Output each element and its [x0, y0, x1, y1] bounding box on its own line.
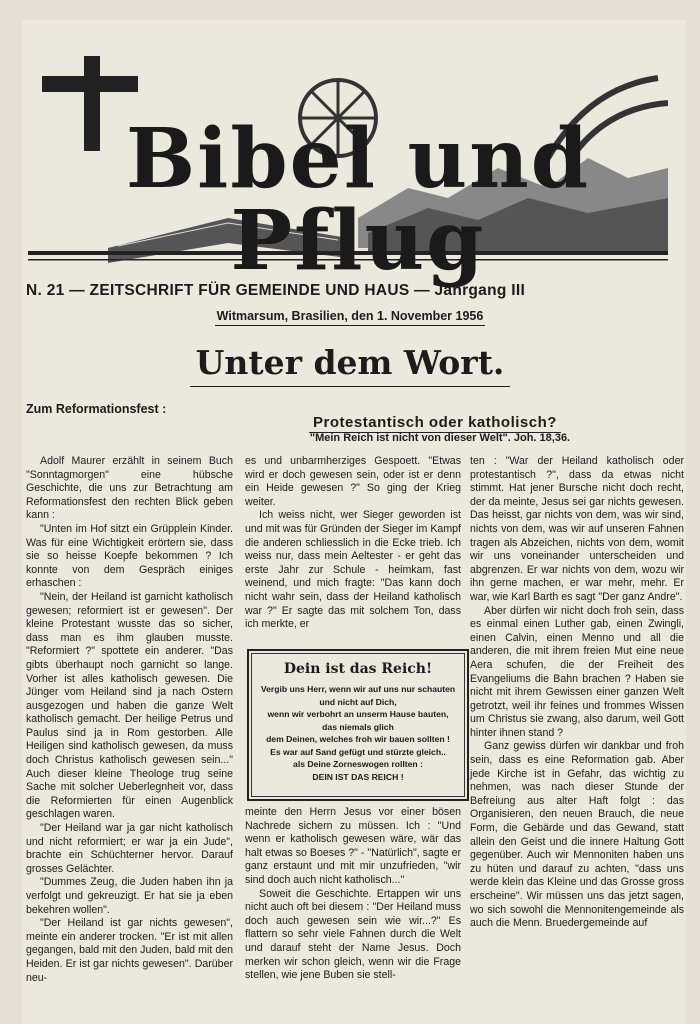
poem-line: wenn wir verbohrt an unserm Hause bauten,	[267, 709, 449, 719]
main-heading-text: Unter dem Wort.	[190, 343, 511, 387]
main-heading	[0, 343, 700, 387]
poem-line: als Deine Zorneswogen rollten :	[293, 759, 423, 769]
paragraph: "Nein, der Heiland ist garnicht katholisch gewesen; reformiert ist er gewesen". Der kleine Protestant wusste das so sicher, dass man es ihm glauben musste. "Reformiert ?" spottete ein anderer. "Das gibts überhaupt noch garnicht so lange. Vorher ist alles katholisch gewesen. Die Jünger vom Heiland sind ja nach Ostern ausgezogen und haben die ganze Welt katholisch gemacht. Der heilige Petrus und Paulus sind ja in Rom gestorben. Alle Heiligen sind katholisch gewesen, da muss doch Christus katholisch gewesen sein..." Auch dieser kleine Theologe trug seine Sache mit solcher Ueberlegnheit vor, dass die Reformierten für einen Augenblick geschlagen waren.	[26, 590, 233, 821]
paragraph: Adolf Maurer erzählt in seinem Buch "Sonntagmorgen" eine hübsche Geschichte, die uns zur Betrachtung am Reformationsfest den rechten Blick geben kann :	[26, 455, 233, 522]
poem-line: und nicht auf Dich,	[319, 696, 397, 707]
poem-line: DEIN IST DAS REICH !	[312, 771, 404, 782]
poem-line: Vergib uns Herr, wenn wir auf uns nur schauten	[260, 684, 456, 694]
paragraph: "Der Heiland ist gar nichts gewesen", meinte ein anderer trocken. "Er ist mit allen gegangen, bald mit den Juden, bald mit den Heiden. Er ist gar nichts gewesen". Darüber neu-	[26, 917, 233, 984]
paragraph: "Der Heiland war ja gar nicht katholisch und nicht reformiert; er war ja ein Jude", brachte ein Schüchterner hervor. Darauf grosses Gelächter.	[26, 822, 233, 875]
paragraph: es und unbarmherziges Gespoett. "Etwas wird er doch gewesen sein, oder ist er denn ein Heide gewesen ?" So ging der Krieg weiter.	[245, 455, 461, 508]
column-1	[26, 455, 233, 985]
section-label: Zum Reformationsfest :	[26, 402, 167, 416]
paragraph: Ganz gewiss dürfen wir dankbar und froh sein, dass es eine Reformation gab. Aber jede Kirche ist in Gefahr, das wichtig zu nehmen, was nach dieser Stunde der Befreiung aus alter Haft folgt : das Organisieren, den neuen Brauch, die neue Form, die Gebärde und das Gewand, statt allein den Geist und die innere Haltung Gott gegenüber. Auch wir Mennoniten haben uns zu hüten und darauf zu achten, "dass uns werde klein das Kleine und das Grosse gross erscheine". Wir müssen uns das jetzt sagen, wo sich sowohl die Mennonitengemeinde als auch die Menn. Bruedergemeinde auf	[470, 740, 684, 930]
poem-title: Dein ist das Reich!	[283, 661, 433, 677]
article-title	[200, 414, 670, 431]
article-title-text: Protestantisch oder katholisch?	[309, 414, 561, 433]
poem-line: das niemals glich	[322, 721, 394, 732]
column-2-top	[245, 455, 461, 632]
place-date-text: Witmarsum, Brasilien, den 1. November 1956	[215, 309, 486, 326]
bible-verse: "Mein Reich ist nicht von dieser Welt". Joh. 18,36.	[309, 432, 571, 444]
paragraph: "Dummes Zeug, die Juden haben ihn ja verfolgt und gekreuzigt. Er hat sie ja eben bekehren wollen".	[26, 876, 233, 916]
poem-box	[247, 649, 469, 801]
column-2-bottom	[245, 806, 461, 983]
poem-line: dem Deinen, welches froh wir bauen sollten !	[266, 734, 450, 744]
paragraph: ten : "War der Heiland katholisch oder protestantisch ?", dass da etwas nicht stimmt. Hat jener Bursche nicht doch recht, der da meinte, Jesus sei gar nichts gewesen. Das heisst, gar nichts von dem, was wir sind, nichts von dem, was wir auf unseren Fahnen tragen als Abzeichen, nichts von dem, womit wir uns voneinander unterscheiden und abgrenzen. Er war nichts von dem, wozu wir ihn gerne machen, er war mehr, mehr. Er war, wie Karl Barth es sagt "Der ganz Andre".	[470, 455, 684, 603]
paragraph: meinte den Herrn Jesus vor einer bösen Nachrede sichern zu müssen. Ich : "Und wenn er katholisch gewesen wäre, wär das halt etwas so Boeses ?" - "Natürlich", sagte er ganz erstaunt und mit mir unzufrieden, "wir sind doch auch nicht katholisch..."	[245, 806, 461, 886]
poem-line: Es war auf Sand gefügt und stürzte gleich..	[270, 746, 446, 757]
paragraph: "Unten im Hof sitzt ein Grüpplein Kinder. Was für eine Wichtigkeit erörtern sie, dass sie so heisse Koepfe bekommen ? Ich konnte von dem Gespräch einiges erhaschen :	[26, 522, 233, 590]
masthead-title: Bibel und Pflug	[125, 111, 591, 289]
paragraph: Aber dürfen wir nicht doch froh sein, dass es einmal einen Luther gab, einen Zwingli, einen Calvin, einen Menno und all die anderen, die mit ihrem freien Mut eine neue Aera schufen, die der Freiheit des Evangeliums die Bahn brachen ? Haben sie nicht mit ihrem Gewissen einer ganzen Welt getrotzt, weil ihr feines und frommes Wissen um Christus sie zwang, also darum, weil Gott hinter ihnen stand ?	[470, 604, 684, 739]
place-date-line	[0, 309, 700, 323]
column-3	[470, 455, 684, 931]
paragraph: Soweit die Geschichte. Ertappen wir uns nicht auch oft bei diesem : "Der Heiland muss doch auch gewesen sein wie wir...?" Es flattern so sehr viele Fahnen durch die Welt und darauf steht der Name Jesus. Doch merken wir schon gleich, wenn wir die Frage stellen, wie jene Buben sie stell-	[245, 887, 461, 982]
masthead	[28, 48, 668, 289]
issue-line: N. 21 — ZEITSCHRIFT FÜR GEMEINDE UND HAUS — Jahrgang III	[26, 282, 526, 299]
paragraph: Ich weiss nicht, wer Sieger geworden ist und mit was für Gründen der Sieger im Kampf die anderen schliesslich in die Ecke trieb. Ich weiss nur, dass mein Aeltester - er geht das erste Jahr zur Schule - heimkam, fast weinend, und mich fragte: "Das kann doch nicht wahr sein, dass der Heiland katholisch war ?" Er sagte das mit solchem Ton, dass ich merkte, er	[245, 509, 461, 631]
